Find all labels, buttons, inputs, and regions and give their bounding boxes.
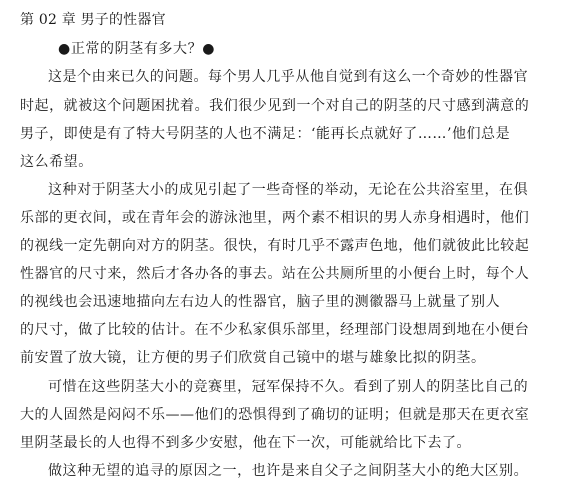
- paragraph-line: 前安置了放大镜，让方便的男子们欣赏自己镜中的堪与雄象比拟的阴茎。: [20, 350, 486, 366]
- paragraph-line: 里阴茎最长的人也得不到多少安慰，他在下一次，可能就给比下去了。: [20, 435, 472, 451]
- paragraph-line: 做这种无望的追寻的原因之一，也许是来自父子之间阴茎大小的绝大区别。: [48, 463, 529, 479]
- paragraph-line: 这是个由来已久的问题。每个男人几乎从他自觉到有这么一个奇妙的性器官: [48, 69, 529, 85]
- paragraph-line: 时起，就被这个问题困扰着。我们很少见到一个对自己的阴茎的尺寸感到满意的: [20, 98, 530, 114]
- paragraph-line: 的视线一定先朝向对方的阴茎。很快，有时几乎不露声色地，他们就彼此比较起: [20, 238, 530, 254]
- paragraph-line: 大的人固然是闷闷不乐——他们的恐惧得到了确切的证明；但就是那天在更衣室: [20, 407, 530, 423]
- chapter-title: 第 02 章 男子的性器官: [20, 12, 166, 28]
- paragraph-line: 的视线也会迅速地描向左右边人的性器官，脑子里的测徽器马上就量了别人: [20, 294, 501, 310]
- paragraph-line: 这种对于阴茎大小的成见引起了一些奇怪的举动，无论在公共浴室里，在俱: [48, 182, 529, 198]
- paragraph-line: 性器官的尺寸来，然后才各办各的事去。站在公共厕所里的小便台上时，每个人: [20, 266, 530, 282]
- paragraph-line: 男子，即使是有了特大号阴茎的人也不满足：‘能再长点就好了……’他们总是: [20, 126, 511, 142]
- paragraph-line: 的尺寸，做了比较的估计。在不少私家俱乐部里，经理部门设想周到地在小便台: [20, 322, 530, 338]
- paragraph-line: 乐部的更衣间，或在青年会的游泳池里，两个素不相识的男人赤身相遇时，他们: [20, 210, 530, 226]
- paragraph-line: 可惜在这些阴茎大小的竞赛里，冠军保持不久。看到了别人的阴茎比自己的: [48, 379, 529, 395]
- section-heading: ●正常的阴茎有多大？●: [58, 41, 216, 57]
- paragraph-line: 这么希望。: [20, 154, 93, 170]
